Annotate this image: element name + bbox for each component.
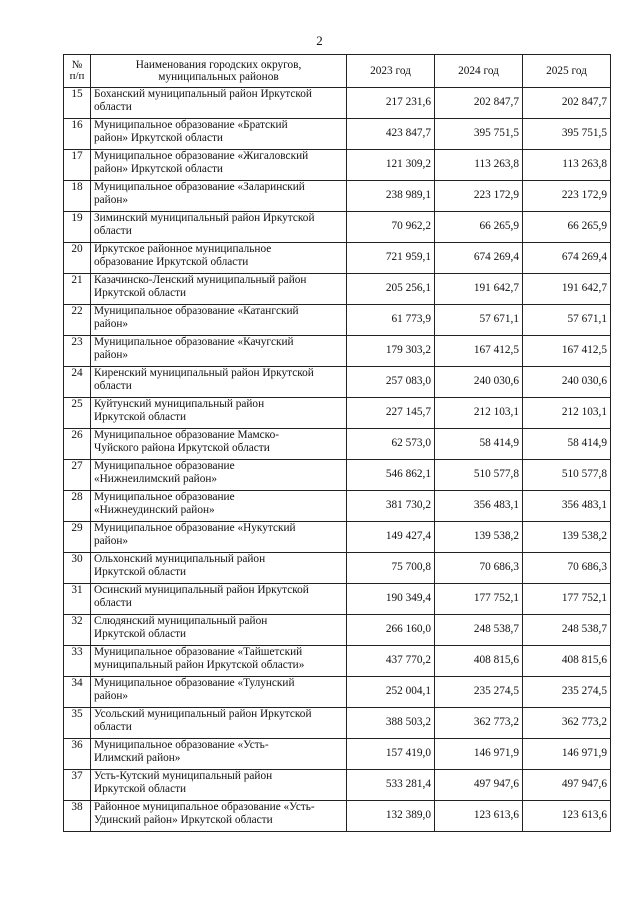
row-name-line: Куйтунский муниципальный район [94,398,265,410]
row-number: 24 [64,367,91,398]
value-2025: 223 172,9 [523,181,611,212]
value-2023: 721 959,1 [347,243,435,274]
row-name-line: образование Иркутской области [94,256,249,269]
row-name [91,212,347,243]
header-name-line: Наименования городских округов, [135,59,302,71]
row-name-line: «Нижнеилимский район» [94,473,218,486]
row-name-line: муниципальный район Иркутской области» [94,659,305,672]
value-2024: 146 971,9 [435,739,523,770]
header-number-line: № [71,58,83,71]
table-row [64,801,611,832]
row-name-line: области [94,721,132,734]
value-2024: 248 538,7 [435,615,523,646]
row-name [91,770,347,801]
table-row [64,181,611,212]
value-2024: 510 577,8 [435,460,523,491]
table-row [64,367,611,398]
value-2024: 113 263,8 [435,150,523,181]
header-row [64,55,611,88]
row-name-line: Муниципальное образование «Братский [94,119,288,131]
value-2025: 356 483,1 [523,491,611,522]
value-2025: 70 686,3 [523,553,611,584]
row-name [91,181,347,212]
table-row [64,553,611,584]
header-number [64,55,91,88]
row-number: 37 [64,770,91,801]
row-name-line: Усольский муниципальный район Иркутской [94,708,312,720]
row-name [91,522,347,553]
row-name-line: Иркутской области [94,566,187,579]
value-2025: 66 265,9 [523,212,611,243]
value-2023: 132 389,0 [347,801,435,832]
row-number: 34 [64,677,91,708]
table-row [64,88,611,119]
row-name [91,739,347,770]
row-name [91,460,347,491]
value-2023: 190 349,4 [347,584,435,615]
value-2024: 57 671,1 [435,305,523,336]
row-name-line: «Нижнеудинский район» [94,504,215,517]
value-2023: 149 427,4 [347,522,435,553]
row-name [91,615,347,646]
row-number: 17 [64,150,91,181]
row-name-line: области [94,101,132,114]
table-row [64,150,611,181]
row-number: 30 [64,553,91,584]
value-2023: 437 770,2 [347,646,435,677]
row-number: 15 [64,88,91,119]
row-name-line: Киренский муниципальный район Иркутской [94,367,314,379]
row-number: 21 [64,274,91,305]
row-number: 33 [64,646,91,677]
row-name-line: области [94,597,132,610]
row-number: 18 [64,181,91,212]
row-number: 28 [64,491,91,522]
row-name [91,801,347,832]
table-row [64,677,611,708]
row-name-line: Ольхонский муниципальный район [94,553,266,565]
row-number: 23 [64,336,91,367]
value-2025: 240 030,6 [523,367,611,398]
value-2024: 123 613,6 [435,801,523,832]
value-2025: 408 815,6 [523,646,611,677]
value-2024: 235 274,5 [435,677,523,708]
value-2024: 191 642,7 [435,274,523,305]
row-name-line: Муниципальное образование [94,491,235,503]
row-name-line: области [94,225,132,238]
row-number: 36 [64,739,91,770]
row-name-line: Усть-Кутский муниципальный район [94,770,273,782]
table-row [64,398,611,429]
value-2024: 167 412,5 [435,336,523,367]
row-name-line: Муниципальное образование «Жигаловский [94,150,309,162]
value-2025: 146 971,9 [523,739,611,770]
page-number: 2 [316,33,323,48]
row-name [91,491,347,522]
row-name-line: район» [94,349,129,362]
row-name-line: области [94,380,132,393]
row-name-line: Слюдянский муниципальный район [94,615,268,627]
value-2023: 266 160,0 [347,615,435,646]
value-2024: 66 265,9 [435,212,523,243]
value-2025: 139 538,2 [523,522,611,553]
budget-table [63,54,611,832]
row-name [91,429,347,460]
value-2023: 533 281,4 [347,770,435,801]
row-name-line: Иркутское районное муниципальное [94,243,272,255]
table-row [64,212,611,243]
row-name-line: Иркутской области [94,411,187,424]
value-2023: 70 962,2 [347,212,435,243]
value-2025: 177 752,1 [523,584,611,615]
row-number: 27 [64,460,91,491]
value-2024: 362 773,2 [435,708,523,739]
value-2024: 497 947,6 [435,770,523,801]
row-name [91,336,347,367]
header-2025: 2025 год [523,55,611,88]
value-2025: 191 642,7 [523,274,611,305]
row-name-line: район» Иркутской области [94,163,223,176]
row-name [91,398,347,429]
row-number: 38 [64,801,91,832]
table-row [64,460,611,491]
value-2023: 257 083,0 [347,367,435,398]
value-2023: 238 989,1 [347,181,435,212]
row-name-line: Осинский муниципальный район Иркутской [94,584,309,596]
value-2025: 212 103,1 [523,398,611,429]
row-number: 20 [64,243,91,274]
value-2023: 75 700,8 [347,553,435,584]
row-name [91,88,347,119]
row-name-line: Муниципальное образование «Тайшетский [94,646,303,658]
table-row [64,522,611,553]
table-row [64,770,611,801]
row-name-line: Боханский муниципальный район Иркутской [94,88,312,100]
value-2024: 408 815,6 [435,646,523,677]
value-2025: 235 274,5 [523,677,611,708]
row-name-line: район» [94,690,129,703]
table-row [64,708,611,739]
row-name-line: Удинский район» Иркутской области [94,814,273,827]
row-name-line: Муниципальное образование [94,460,235,472]
row-name-line: Муниципальное образование «Нукутский [94,522,296,534]
value-2025: 674 269,4 [523,243,611,274]
row-name-line: Муниципальное образование «Тулунский [94,677,295,689]
value-2023: 121 309,2 [347,150,435,181]
table-row [64,491,611,522]
row-number: 26 [64,429,91,460]
value-2024: 212 103,1 [435,398,523,429]
value-2025: 202 847,7 [523,88,611,119]
header-name-line: муниципальных районов [158,71,279,83]
row-name [91,584,347,615]
table-row [64,429,611,460]
row-number: 31 [64,584,91,615]
row-number: 22 [64,305,91,336]
value-2024: 177 752,1 [435,584,523,615]
row-name-line: Районное муниципальное образование «Усть- [94,801,315,813]
value-2025: 497 947,6 [523,770,611,801]
row-name [91,677,347,708]
row-name-line: Муниципальное образование Мамско- [94,429,279,441]
row-name-line: район» [94,318,129,331]
row-name-line: район» [94,535,129,548]
value-2024: 674 269,4 [435,243,523,274]
value-2025: 123 613,6 [523,801,611,832]
row-name [91,553,347,584]
value-2025: 57 671,1 [523,305,611,336]
value-2025: 58 414,9 [523,429,611,460]
table-row [64,119,611,150]
row-name [91,274,347,305]
value-2024: 202 847,7 [435,88,523,119]
value-2025: 395 751,5 [523,119,611,150]
row-name [91,305,347,336]
value-2024: 223 172,9 [435,181,523,212]
row-name [91,119,347,150]
row-name-line: Илимский район» [94,752,181,765]
value-2023: 205 256,1 [347,274,435,305]
value-2025: 362 773,2 [523,708,611,739]
value-2025: 248 538,7 [523,615,611,646]
row-number: 19 [64,212,91,243]
value-2023: 388 503,2 [347,708,435,739]
value-2024: 356 483,1 [435,491,523,522]
value-2023: 252 004,1 [347,677,435,708]
value-2024: 70 686,3 [435,553,523,584]
row-number: 35 [64,708,91,739]
row-name-line: Муниципальное образование «Усть- [94,739,269,751]
table-header [64,55,611,88]
table-row [64,739,611,770]
row-number: 32 [64,615,91,646]
row-name-line: Зиминский муниципальный район Иркутской [94,212,315,224]
table-body [64,88,611,832]
row-name [91,708,347,739]
row-name-line: район» Иркутской области [94,132,223,145]
value-2023: 546 862,1 [347,460,435,491]
table-row [64,615,611,646]
value-2023: 62 573,0 [347,429,435,460]
row-name-line: Иркутской области [94,783,187,796]
value-2023: 61 773,9 [347,305,435,336]
value-2024: 395 751,5 [435,119,523,150]
value-2024: 240 030,6 [435,367,523,398]
header-number-line: п/п [69,70,85,82]
header-name [91,55,347,88]
table-row [64,646,611,677]
row-name-line: Казачинско-Ленский муниципальный район [94,274,307,286]
row-name-line: Муниципальное образование «Катангский [94,305,299,317]
value-2024: 58 414,9 [435,429,523,460]
row-number: 25 [64,398,91,429]
row-name-line: Муниципальное образование «Качугский [94,336,294,348]
row-number: 16 [64,119,91,150]
table-row [64,584,611,615]
row-name [91,243,347,274]
row-name-line: Муниципальное образование «Заларинский [94,181,305,193]
value-2023: 179 303,2 [347,336,435,367]
value-2023: 157 419,0 [347,739,435,770]
header-2023: 2023 год [347,55,435,88]
value-2023: 381 730,2 [347,491,435,522]
row-name [91,367,347,398]
table-row [64,243,611,274]
value-2025: 510 577,8 [523,460,611,491]
value-2025: 167 412,5 [523,336,611,367]
row-name-line: Иркутской области [94,628,187,641]
value-2023: 227 145,7 [347,398,435,429]
value-2024: 139 538,2 [435,522,523,553]
value-2023: 217 231,6 [347,88,435,119]
table-row [64,336,611,367]
value-2025: 113 263,8 [523,150,611,181]
header-2024: 2024 год [435,55,523,88]
table-row [64,274,611,305]
table-row [64,305,611,336]
row-number: 29 [64,522,91,553]
row-name-line: Иркутской области [94,287,187,300]
row-name [91,646,347,677]
row-name [91,150,347,181]
value-2023: 423 847,7 [347,119,435,150]
row-name-line: район» [94,194,129,207]
row-name-line: Чуйского района Иркутской области [94,442,270,455]
